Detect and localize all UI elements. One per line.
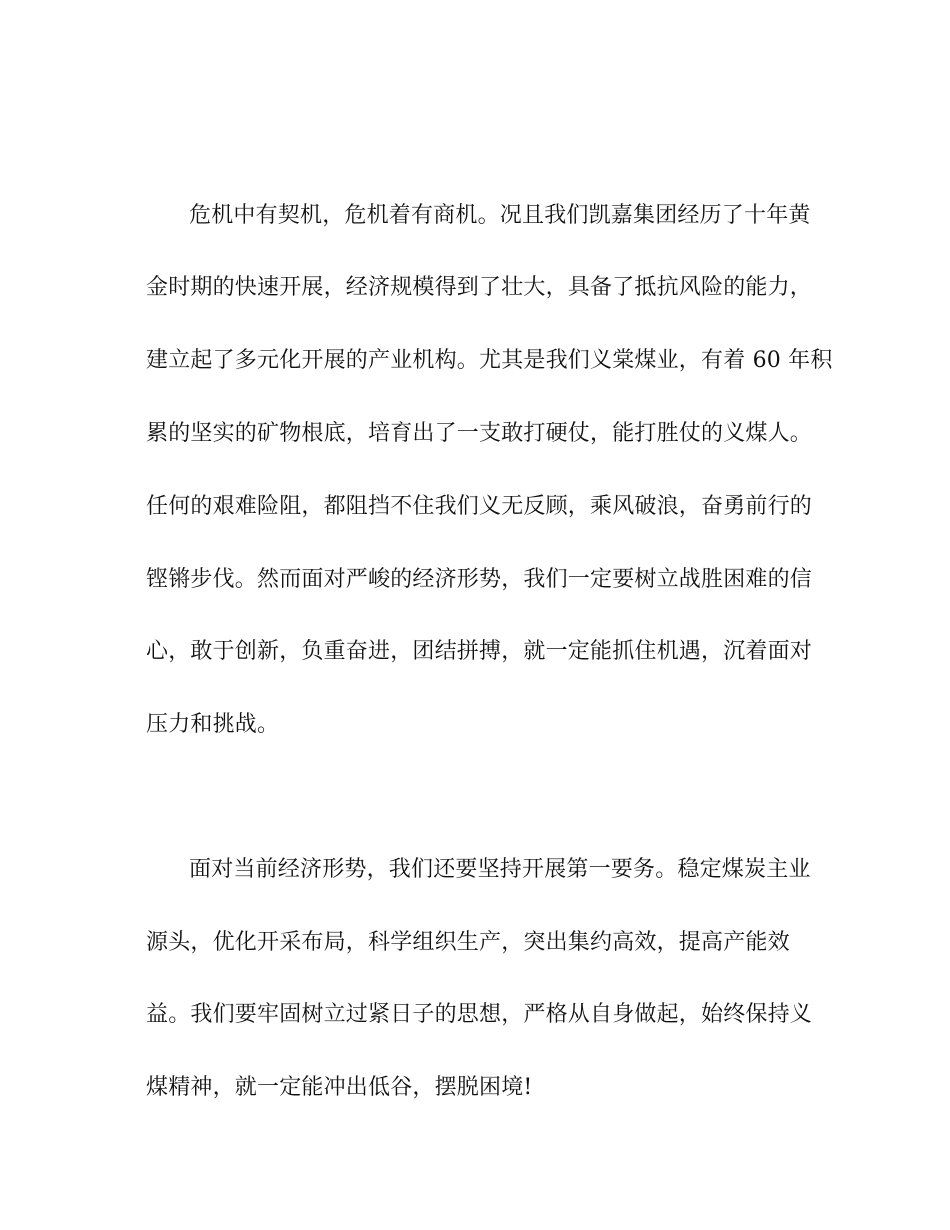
paragraph-line: 累的坚实的矿物根底，培育出了一支敢打硬仗，能打胜仗的义煤人。 [146, 421, 813, 446]
paragraph-line: 源头，优化开采布局，科学组织生产，突出集约高效，提高产能效 [146, 930, 790, 955]
paragraph-line: 危机中有契机，危机着有商机。况且我们凯嘉集团经历了十年黄 [189, 203, 811, 228]
paragraph-line: 压力和挑战。 [146, 712, 280, 737]
paragraph-line: 煤精神，就一定能冲出低谷，摆脱困境! [146, 1075, 533, 1100]
paragraph-line: 铿锵步伐。然而面对严峻的经济形势，我们一定要树立战胜困难的信 [146, 567, 813, 592]
paragraph-line: 任何的艰难险阻，都阻挡不住我们义无反顾，乘风破浪，奋勇前行的 [146, 494, 813, 519]
paragraph-line: 建立起了多元化开展的产业机构。尤其是我们义棠煤业，有着 60 年积 [146, 348, 833, 373]
paragraph-line: 益。我们要牢固树立过紧日子的思想，严格从自身做起，始终保持义 [146, 1002, 813, 1027]
paragraph-line: 面对当前经济形势，我们还要坚持开展第一要务。稳定煤炭主业 [189, 857, 811, 882]
paragraph-line: 金时期的快速开展，经济规模得到了壮大，具备了抵抗风险的能力， [146, 275, 813, 300]
paragraph-line: 心，敢于创新，负重奋进，团结拼搏，就一定能抓住机遇，沉着面对 [146, 639, 813, 664]
